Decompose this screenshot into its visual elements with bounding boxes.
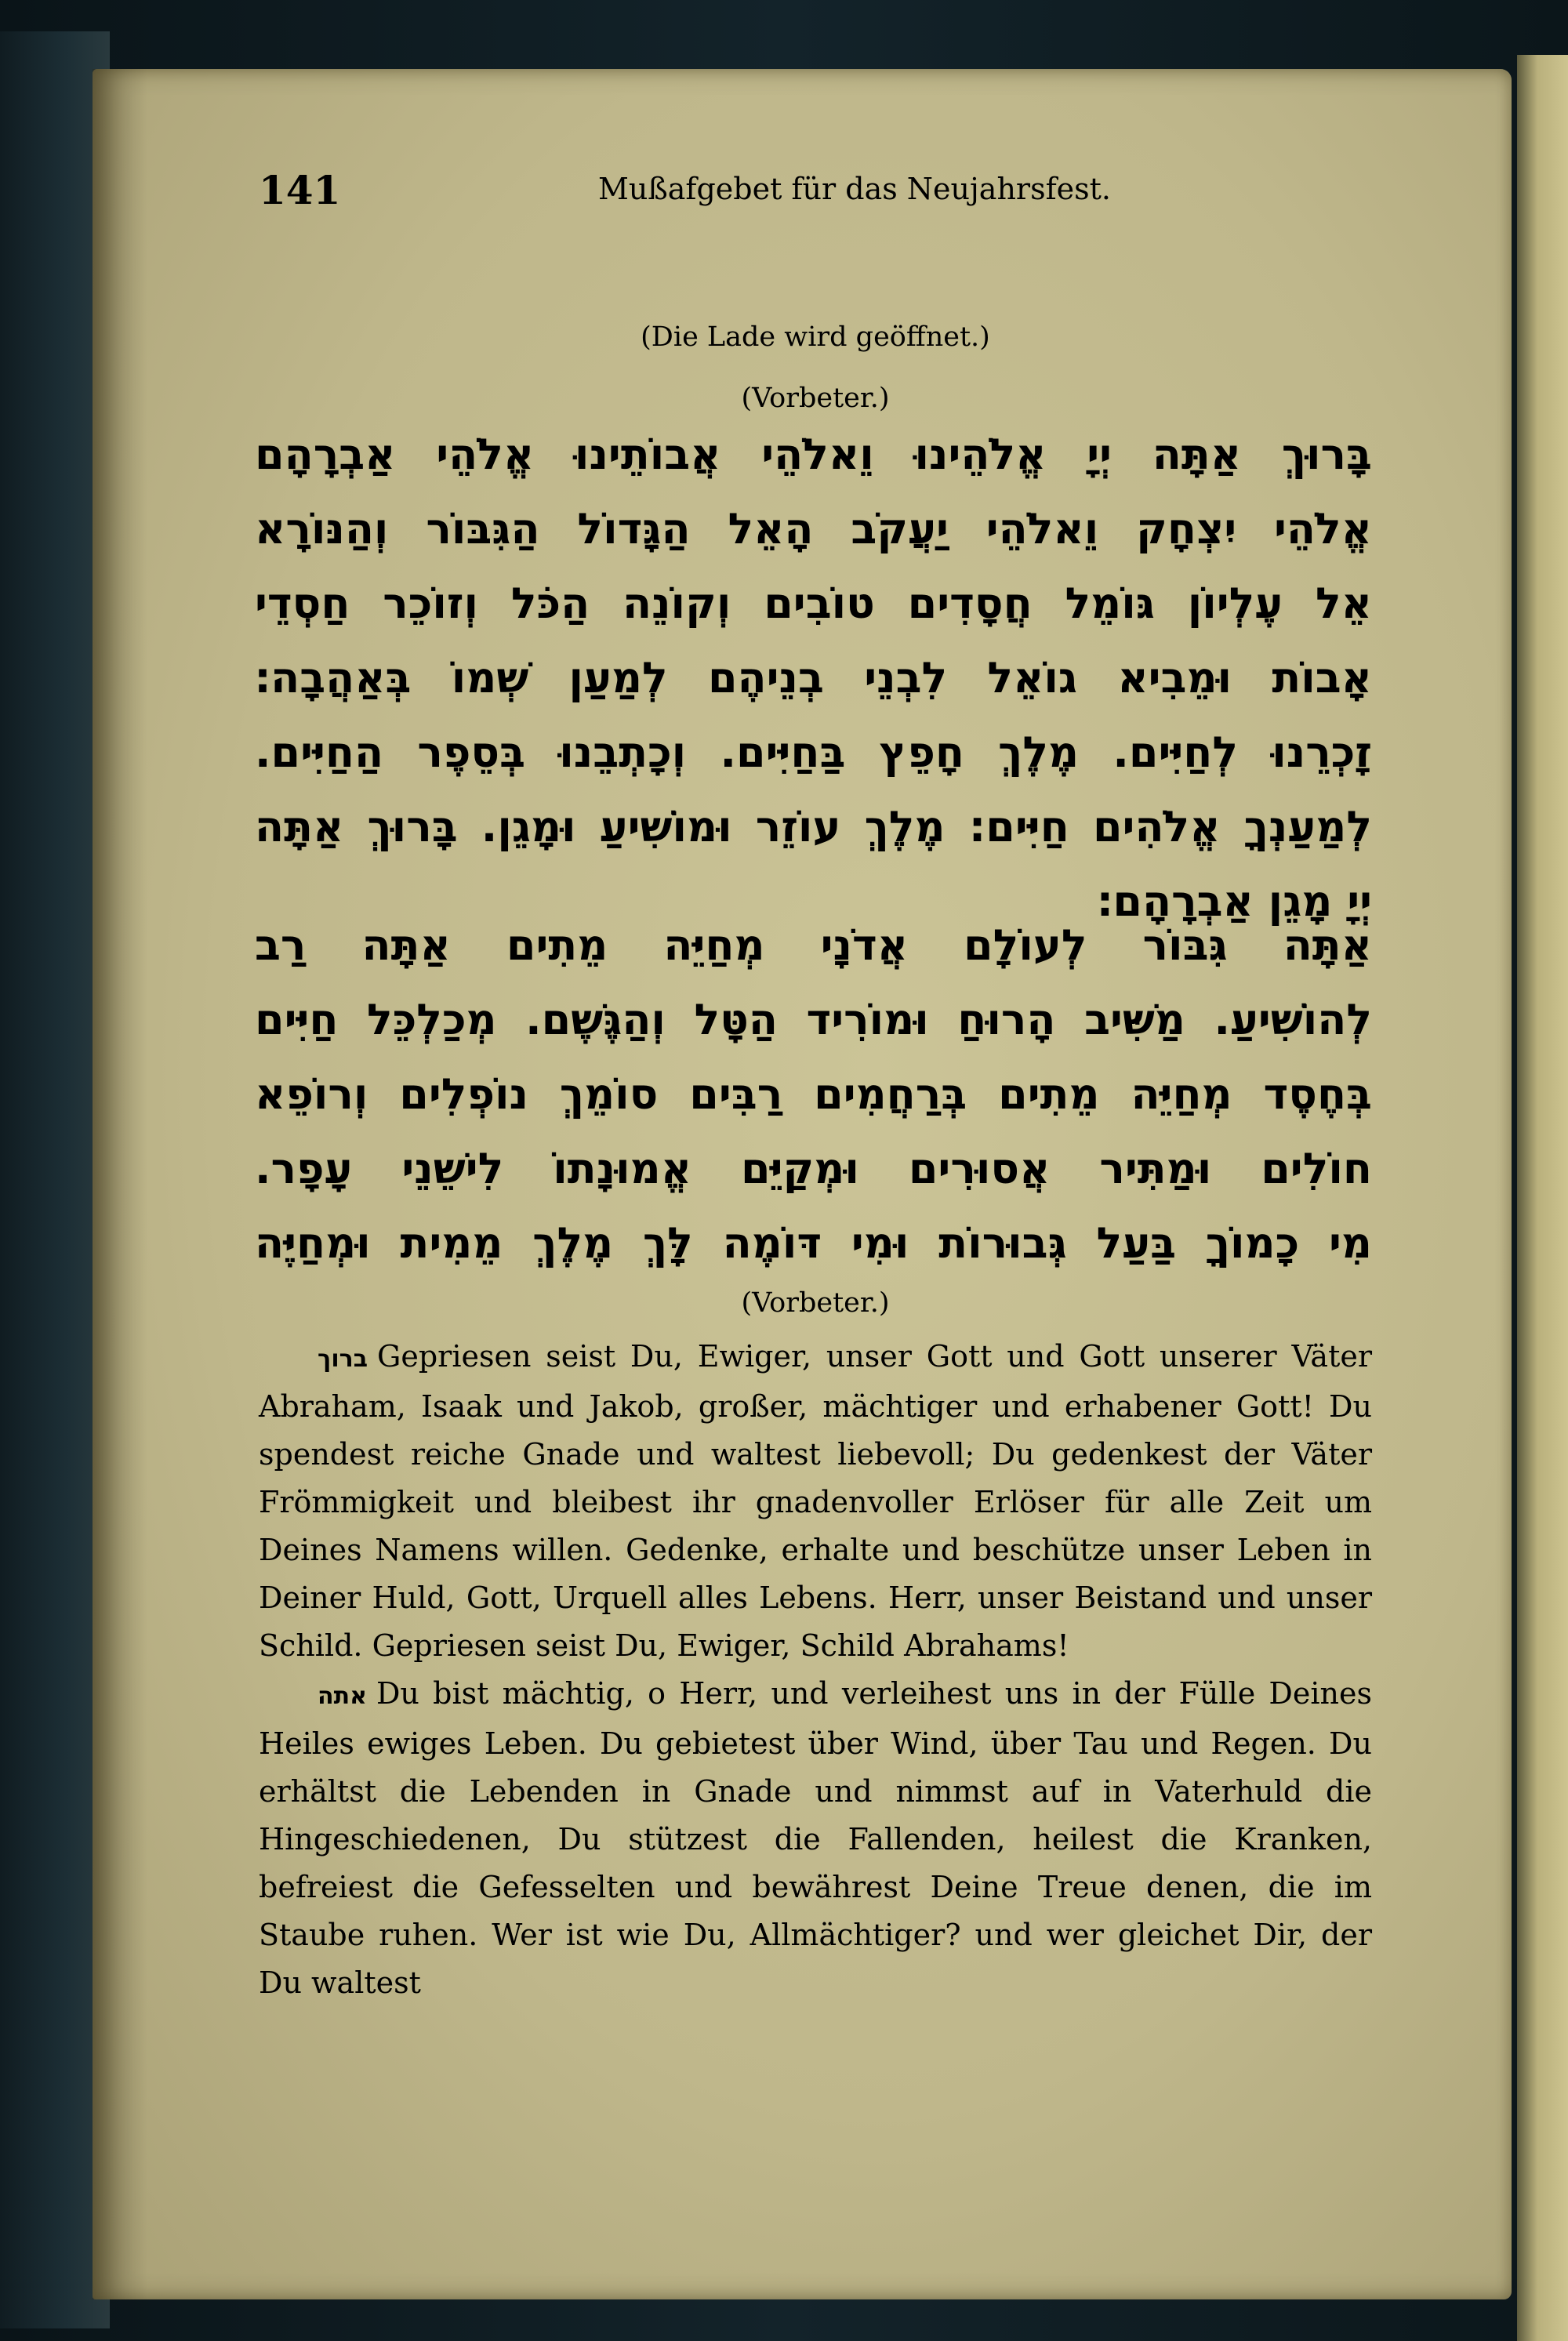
hebrew-line: יְיָ מָגֵן אַבְרָהָם׃ — [1097, 877, 1372, 926]
hebrew-line: אָבוֹת וּמֵבִיא גוֹאֵל לִבְנֵי בְנֵיהֶם לְמַעַן שְׁמוֹ בְּאַהֲבָה׃ — [255, 653, 1372, 702]
hebrew-line: לְהוֹשִׁיעַ. מַשִּׁיב הָרוּחַ וּמוֹרִיד הַטָּל וְהַגֶּשֶׁם. מְכַלְכֵּל חַיִּים — [255, 995, 1372, 1044]
hebrew-cue-word: ברוך — [318, 1345, 368, 1373]
stage-direction-ark: (Die Lade wird geöffnet.) — [641, 321, 990, 353]
adjacent-page-edge — [1517, 55, 1568, 2341]
hebrew-line: חוֹלִים וּמַתִּיר אֲסוּרִים וּמְקַיֵּם אֱמוּנָתוֹ לִישֵׁנֵי עָפָר. — [255, 1144, 1372, 1193]
page-header — [259, 167, 1372, 222]
hebrew-paragraph-gevurot — [255, 908, 1372, 1280]
running-head: Mußafgebet für das Neujahrsfest. — [598, 172, 1111, 206]
hebrew-line: בְּחֶסֶד מְחַיֵּה מֵתִים בְּרַחֲמִים רַבִּים סוֹמֵךְ נוֹפְלִים וְרוֹפֵא — [255, 1069, 1372, 1119]
stage-direction-reader: (Vorbeter.) — [741, 383, 890, 414]
german-paragraph-gevurot — [259, 1670, 1372, 2007]
german-translation — [259, 1333, 1372, 2007]
hebrew-line: אֵל עֶלְיוֹן גּוֹמֵל חֲסָדִים טוֹבִים וְקוֹנֵה הַכֹּל וְזוֹכֵר חַסְדֵי — [255, 579, 1372, 628]
gutter-shadow — [93, 69, 147, 2299]
hebrew-paragraph-avot — [255, 417, 1372, 938]
hebrew-line: בָּרוּךְ אַתָּה יְיָ אֱלֹהֵינוּ וֵאלֹהֵי אֲבוֹתֵינוּ אֱלֹהֵי אַבְרָהָם — [255, 430, 1372, 479]
german-paragraph-text: Gepriesen seist Du, Ewiger, unser Gott und Gott unserer Väter Abraham, Isaak und Jakob, großer, mächtiger und erhabener Gott! Du spendest reiche Gnade und waltest liebevoll; Du gedenkest der Väter Frömmigkeit und bleibest ihr gnadenvoller Erlöser für alle Zeit um Deines Namens willen. Gedenke, erhalte und beschütze unser Leben in Deiner Huld, Gott, Urquell alles Lebens. Herr, unser Beistand und unser Schild. Gepriesen seist Du, Ewiger, Schild Abrahams! — [259, 1339, 1372, 1663]
stage-direction-reader-translation: (Vorbeter.) — [741, 1287, 890, 1319]
hebrew-line: זָכְרֵנוּ לְחַיִּים. מֶלֶךְ חָפֵץ בַּחַיִּים. וְכָתְבֵנוּ בְּסֵפֶר הַחַיִּים. — [255, 728, 1372, 777]
page-number: 141 — [259, 167, 341, 213]
hebrew-line: אֱלֹהֵי יִצְחָק וֵאלֹהֵי יַעֲקֹב הָאֵל הַגָּדוֹל הַגִּבּוֹר וְהַנּוֹרָא — [255, 504, 1372, 553]
hebrew-line: מִי כָמוֹךָ בַּעַל גְּבוּרוֹת וּמִי דּוֹמֶה לָּךְ מֶלֶךְ מֵמִית וּמְחַיֶּה — [255, 1218, 1372, 1268]
hebrew-cue-word: אתה — [318, 1682, 367, 1710]
german-paragraph-text: Du bist mächtig, o Herr, und verleihest uns in der Fülle Deines Heiles ewiges Leben. Du gebietest über Wind, über Tau und Regen. Du erhältst die Lebenden in Gnade und nimmst auf in Vaterhuld die Hingeschiedenen, Du stützest die Fallenden, heilest die Kranken, befreiest die Gefesselten und bewährest Deine Treue denen, die im Staube ruhen. Wer ist wie Du, Allmächtiger? und wer gleichet Dir, der Du waltest — [259, 1676, 1372, 2000]
german-paragraph-avot — [259, 1333, 1372, 1670]
hebrew-line: לְמַעַנְךָ אֱלֹהִים חַיִּים: מֶלֶךְ עוֹזֵר וּמוֹשִׁיעַ וּמָגֵן. בָּרוּךְ אַתָּה — [255, 802, 1372, 851]
hebrew-line: אַתָּה גִּבּוֹר לְעוֹלָם אֲדֹנָי מְחַיֵּה מֵתִים אַתָּה רַב — [255, 920, 1372, 970]
